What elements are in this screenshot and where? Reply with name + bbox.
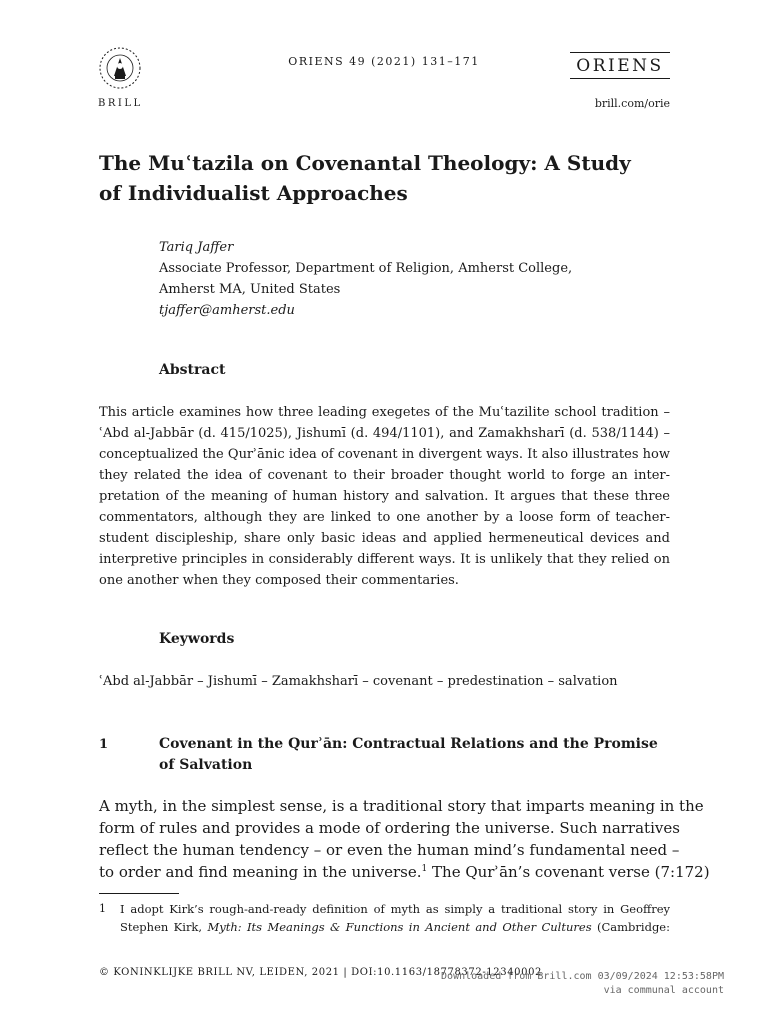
abstract-line: one another when they composed their commentaries. <box>99 573 459 588</box>
body-line: A myth, in the simplest sense, is a traditional story that imparts meaning in the <box>99 797 704 815</box>
section-title-line: of Salvation <box>159 757 253 773</box>
keywords-list: ʿAbd al-Jabbār – Jishumī – Zamakhsharī – covenant – predestination – salvation <box>99 674 618 689</box>
abstract-heading: Abstract <box>159 362 226 378</box>
footnote-reference[interactable]: 1 <box>421 864 428 874</box>
abstract-line: student discipleship, share only basic ideas and applied hermeneutical devices and <box>99 531 670 546</box>
keywords-heading: Keywords <box>159 631 235 647</box>
footnote-segment: (Cambridge: <box>591 920 670 934</box>
body-text-segment: to order and find meaning in the universe. <box>99 863 422 881</box>
footnote-book-title: Myth: Its Meanings & Functions in Ancient and Other Cultures <box>207 920 592 934</box>
download-line: Downloaded from Brill.com 03/09/2024 12:53:58PM <box>441 971 724 982</box>
body-line: reflect the human tendency – or even the human mind’s fundamental need – <box>99 841 680 859</box>
body-paragraph <box>99 795 710 883</box>
abstract-line: interpretive principles in considerably different ways. It is unlikely that they relied on <box>99 552 670 567</box>
copyright-doi: © KONINKLIJKE BRILL NV, LEIDEN, 2021 | DOI:10.1163/18778372-12340002 <box>99 967 543 978</box>
abstract-line: they related the idea of covenant to their broader thought world to forge an inter- <box>99 468 670 483</box>
author-name: Tariq Jaffer <box>159 240 234 255</box>
journal-citation: ORIENS 49 (2021) 131–171 <box>288 55 480 68</box>
abstract-line: This article examines how three leading exegetes of the Muʿtazilite school tradition – <box>99 405 670 420</box>
footnote-segment: Stephen Kirk, <box>120 920 208 934</box>
section-title <box>159 734 669 776</box>
body-line: form of rules and provides a mode of ordering the universe. Such narratives <box>99 819 680 837</box>
abstract-line: pretation of the meaning of human history and salvation. It argues that these three <box>99 489 670 504</box>
abstract-line: commentators, although they are linked to one another by a loose form of teacher- <box>99 510 670 525</box>
section-number: 1 <box>99 737 109 752</box>
body-text-segment: The Qurʾān’s covenant verse (7:172) <box>427 863 710 881</box>
title-line: The Muʿtazila on Covenantal Theology: A Study <box>99 151 631 175</box>
footnote-divider <box>99 893 179 894</box>
download-line: via communal account <box>603 985 724 996</box>
footnote-text <box>120 900 670 936</box>
footnote-line <box>120 918 670 936</box>
title-line: of Individualist Approaches <box>99 181 408 205</box>
section-title-line: Covenant in the Qurʾān: Contractual Relations and the Promise <box>159 736 658 752</box>
journal-url[interactable]: brill.com/orie <box>594 97 670 110</box>
abstract-line: conceptualized the Qurʾānic idea of covenant in divergent ways. It also illustrates how <box>99 447 670 462</box>
author-affiliation: Amherst MA, United States <box>159 282 341 297</box>
journal-brand <box>570 52 670 79</box>
footnote-number: 1 <box>99 902 106 915</box>
author-affiliation: Associate Professor, Department of Religion, Amherst College, <box>159 261 573 276</box>
publisher-name: BRILL <box>98 98 143 109</box>
brill-seal-icon <box>96 44 144 96</box>
footnote-line: I adopt Kirk’s rough-and-ready definition of myth as simply a traditional story in Geoffrey <box>120 902 670 916</box>
abstract-body <box>99 402 670 591</box>
body-line <box>99 861 710 883</box>
article-title <box>99 148 679 208</box>
download-watermark <box>420 970 724 998</box>
author-email[interactable]: tjaffer@amherst.edu <box>159 303 295 318</box>
abstract-line: ʿAbd al-Jabbār (d. 415/1025), Jishumī (d. 494/1101), and Zamakhsharī (d. 538/1144) – <box>99 426 670 441</box>
journal-brand-word: ORIENS <box>576 56 664 76</box>
brand-rule-bottom <box>570 78 670 79</box>
author-block <box>159 237 679 321</box>
